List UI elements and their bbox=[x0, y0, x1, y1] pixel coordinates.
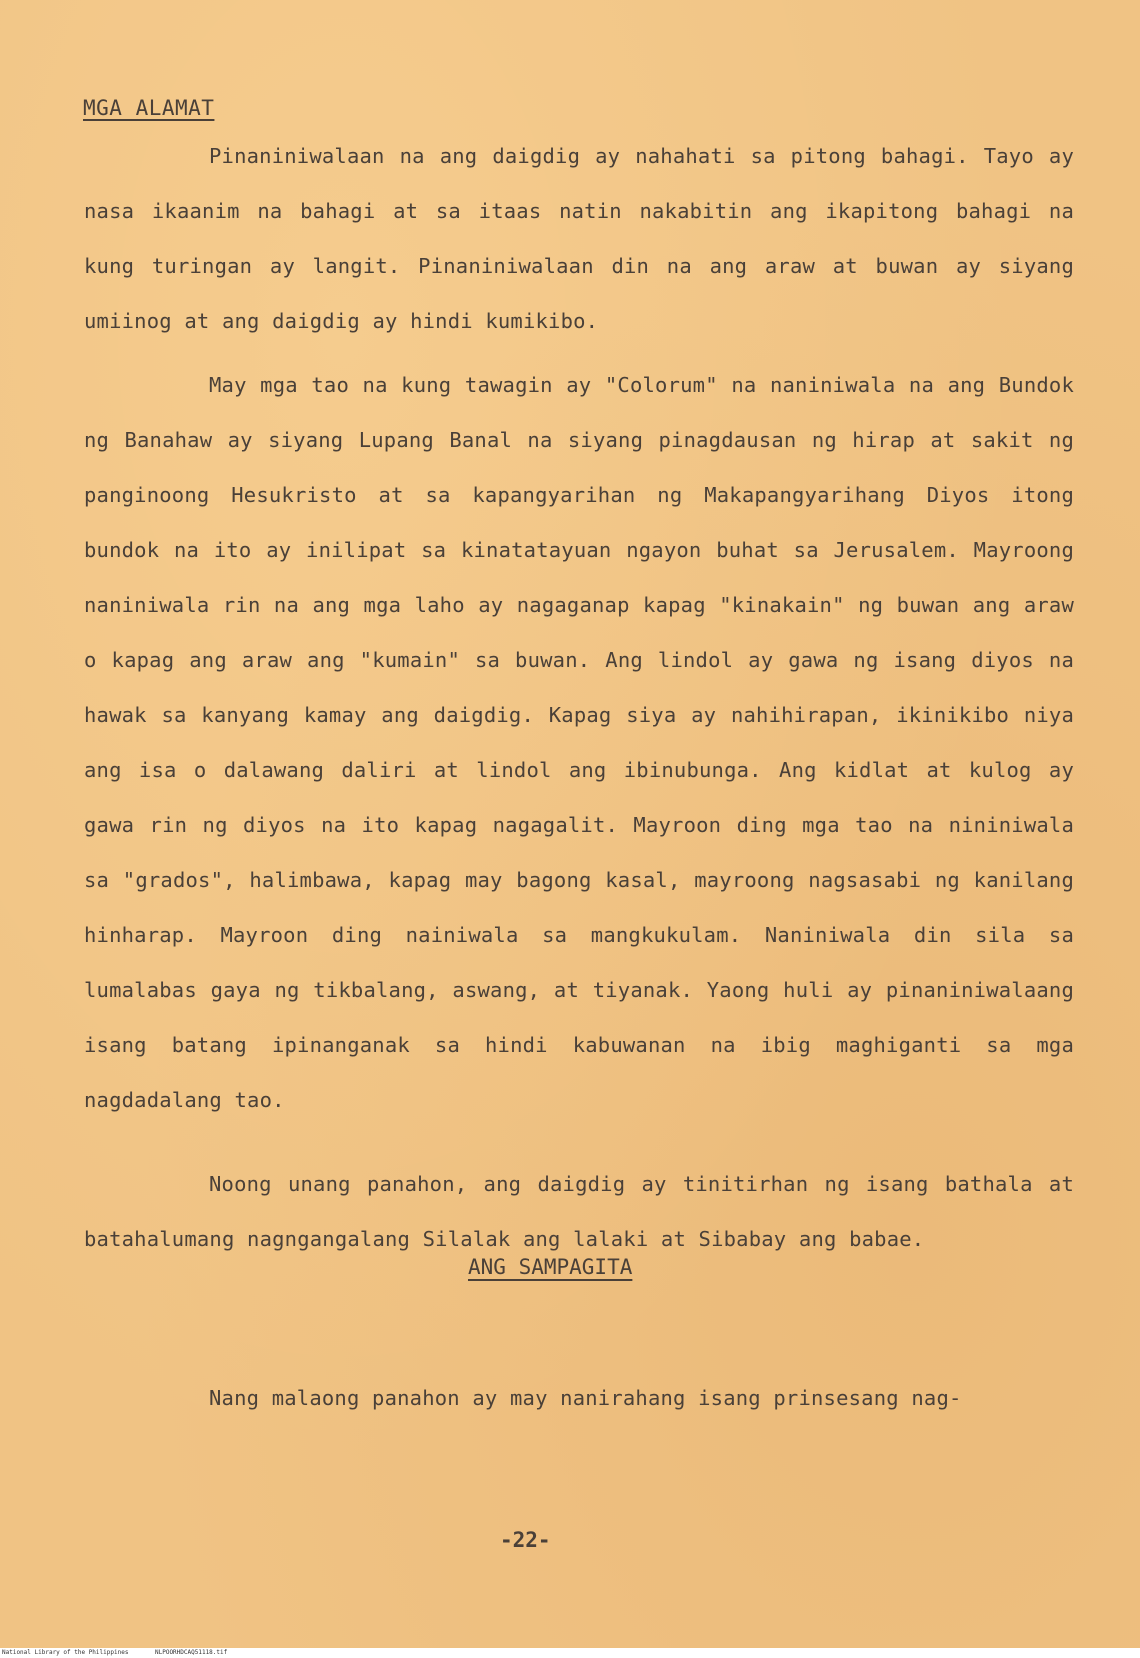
paragraph-beliefs: May mga tao na kung tawagin ay "Colorum" na naniniwala na ang Bundok ng Banahaw ay siyang Lupang Banal na siyang pinagdausan ng hirap at sakit ng panginoong Hesukristo at sa kapangyarihan ng Makapangyarihang Diyos itong bundok na ito ay inilipat sa kinatatayuan ngayon buhat sa Jerusalem. Mayroong naniniwala rin na ang mga laho ay nagaganap kapag "kinakain" ng buwan ang araw o kapag ang araw ang "kumain" sa buwan. Ang lindol ay gawa ng isang diyos na hawak sa kanyang kamay ang daigdig. Kapag siya ay nahihirapan, ikinikibo niya ang isa o dalawang daliri at lindol ang ibinubunga. Ang kidlat at kulog ay gawa rin ng diyos na ito kapag nagagalit. Mayroon ding mga tao na nininiwala sa "grados", halimbawa, kapag may bagong kasal, mayroong nagsasabi ng kanilang hinharap. Mayroon ding nainiwala sa mangkukulam. Naniniwala din sila sa lumalabas gaya ng tikbalang, aswang, at tiyanak. Yaong huli ay pinaniniwalaang isang batang ipinanganak sa hindi kabuwanan na ibig maghiganti sa mga nagdadalang tao. bbox=[84, 373, 1074, 1112]
paragraph-silalak-sibabay: Noong unang panahon, ang daigdig ay tinitirhan ng isang bathala at batahalumang nagngangalang Silalak ang lalaki at Sibabay ang babae. bbox=[84, 1172, 1074, 1251]
paragraph-sampagita-start: Nang malaong panahon ay may nanirahang isang prinsesang nag- bbox=[209, 1386, 962, 1410]
section-heading-mga-alamat: MGA ALAMAT bbox=[83, 96, 215, 120]
scan-footer bbox=[0, 1648, 1140, 1658]
section-heading-ang-sampagita: ANG SAMPAGITA bbox=[468, 1255, 633, 1279]
footer-filename: NLPOORHDCAQ51118.tif bbox=[155, 1649, 228, 1656]
page-number: -22- bbox=[500, 1528, 551, 1552]
paragraph-cosmology: Pinaniniwalaan na ang daigdig ay nahahati sa pitong bahagi. Tayo ay nasa ikaanim na bahagi at sa itaas natin nakabitin ang ikapitong bahagi na kung turingan ay langit. Pinaniniwalaan din na ang araw at buwan ay siyang umiinog at ang daigdig ay hindi kumikibo. bbox=[84, 144, 1074, 333]
footer-library-name: National Library of the Philippines bbox=[2, 1649, 129, 1656]
